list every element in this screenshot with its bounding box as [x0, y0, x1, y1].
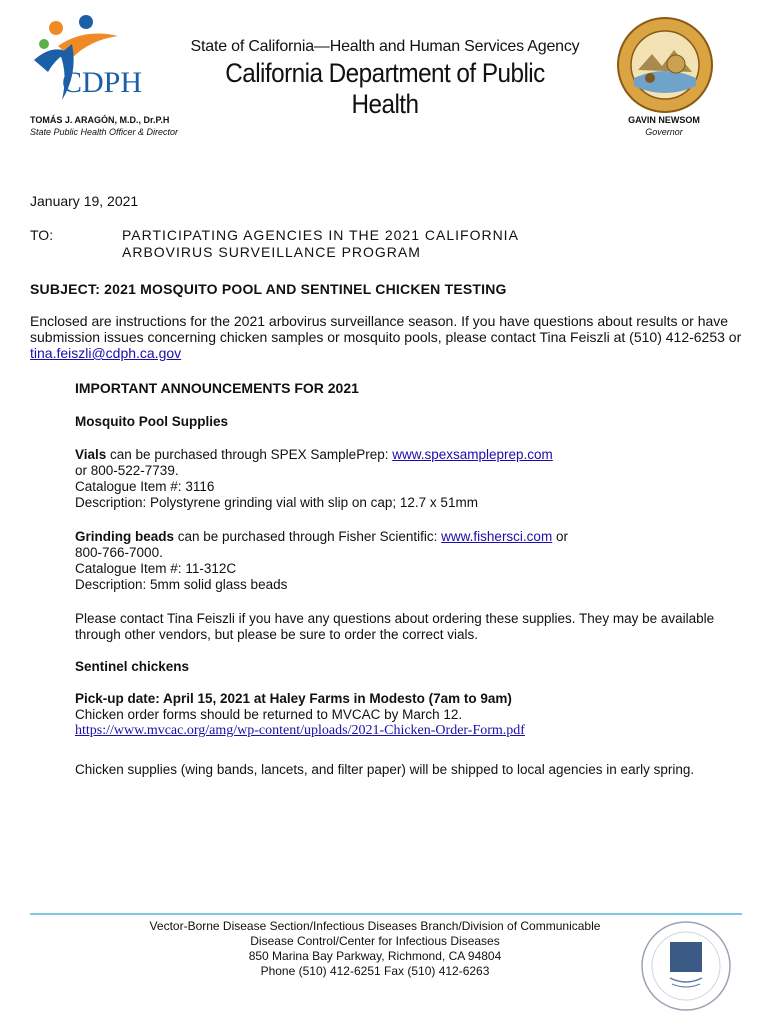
- beads-description: Description: 5mm solid glass beads: [75, 577, 288, 592]
- pickup-section: [75, 691, 745, 739]
- vials-catalogue: Catalogue Item #: 3116: [75, 479, 215, 494]
- beads-label: Grinding beads: [75, 529, 175, 544]
- footer-line-4: Phone (510) 412-6251 Fax (510) 412-6263: [260, 964, 490, 978]
- agency-name: State of California—Health and Human Services Agency: [190, 38, 580, 55]
- beads-catalogue: Catalogue Item #: 11-312C: [75, 561, 237, 576]
- spex-link[interactable]: www.spexsampleprep.com: [392, 447, 553, 462]
- footer-line-3: 850 Marina Bay Parkway, Richmond, CA 94804: [248, 949, 502, 963]
- vials-text: can be purchased through SPEX SamplePrep:: [106, 447, 393, 462]
- officer-title: State Public Health Officer & Director: [30, 127, 179, 137]
- vials-phone: or 800-522-7739.: [75, 463, 179, 478]
- beads-text: can be purchased through Fisher Scientific:: [174, 529, 442, 544]
- to-label: TO:: [30, 227, 54, 243]
- fisher-link[interactable]: www.fishersci.com: [441, 529, 553, 544]
- cdph-logo-text: CDPH: [62, 66, 143, 99]
- footer-address: [130, 919, 620, 979]
- pickup-date: Pick-up date: April 15, 2021 at Haley Farms in Modesto (7am to 9am): [75, 691, 512, 706]
- footer-line-2: Disease Control/Center for Infectious Diseases: [250, 934, 500, 948]
- recipients: [122, 227, 582, 261]
- supplies-note: Chicken supplies (wing bands, lancets, and filter paper) will be shipped to local agencies in early spring.: [75, 762, 695, 777]
- email-link[interactable]: tina.feiszli@cdph.ca.gov: [30, 345, 182, 361]
- letter-date: January 19, 2021: [30, 193, 139, 209]
- vials-section: [75, 447, 745, 511]
- mosquito-supplies-heading: Mosquito Pool Supplies: [75, 414, 228, 429]
- beads-section: [75, 529, 745, 593]
- beads-or: or: [552, 529, 568, 544]
- state-seal-icon: [616, 16, 714, 114]
- recipients-line-2: ARBOVIRUS SURVEILLANCE PROGRAM: [122, 244, 421, 260]
- vials-label: Vials: [75, 447, 107, 462]
- phab-accreditation-icon: [640, 920, 732, 1012]
- order-forms-note: Chicken order forms should be returned to MVCAC by March 12.: [75, 707, 463, 722]
- contact-note: Please contact Tina Feiszli if you have any questions about ordering these supplies. They may be available through other vendors, but please be sure to order the correct vials.: [75, 611, 715, 642]
- department-name: California Department of Public Health: [225, 58, 545, 119]
- footer-divider: [30, 913, 742, 915]
- recipients-line-1: PARTICIPATING AGENCIES IN THE 2021 CALIFORNIA: [122, 227, 519, 243]
- subject-line: SUBJECT: 2021 MOSQUITO POOL AND SENTINEL CHICKEN TESTING: [30, 281, 507, 297]
- intro-text: Enclosed are instructions for the 2021 arbovirus surveillance season. If you have questions about results or have submission issues concerning chicken samples or mosquito pools, please contact Tina Feiszli at (510) 412-6253 or: [30, 313, 742, 345]
- beads-phone: 800-766-7000.: [75, 545, 163, 560]
- cdph-logo: [28, 14, 170, 110]
- governor-title: Governor: [645, 127, 683, 137]
- announcements-heading: IMPORTANT ANNOUNCEMENTS FOR 2021: [75, 380, 359, 396]
- footer-line-1: Vector-Borne Disease Section/Infectious Diseases Branch/Division of Communicable: [149, 919, 601, 933]
- vials-description: Description: Polystyrene grinding vial with slip on cap; 12.7 x 51mm: [75, 495, 478, 510]
- intro-paragraph: [30, 313, 742, 361]
- officer-name: TOMÁS J. ARAGÓN, M.D., Dr.P.H: [30, 115, 170, 125]
- governor-name: GAVIN NEWSOM: [628, 115, 700, 125]
- order-form-link[interactable]: https://www.mvcac.org/amg/wp-content/uploads/2021-Chicken-Order-Form.pdf: [75, 723, 525, 738]
- sentinel-chickens-heading: Sentinel chickens: [75, 659, 190, 674]
